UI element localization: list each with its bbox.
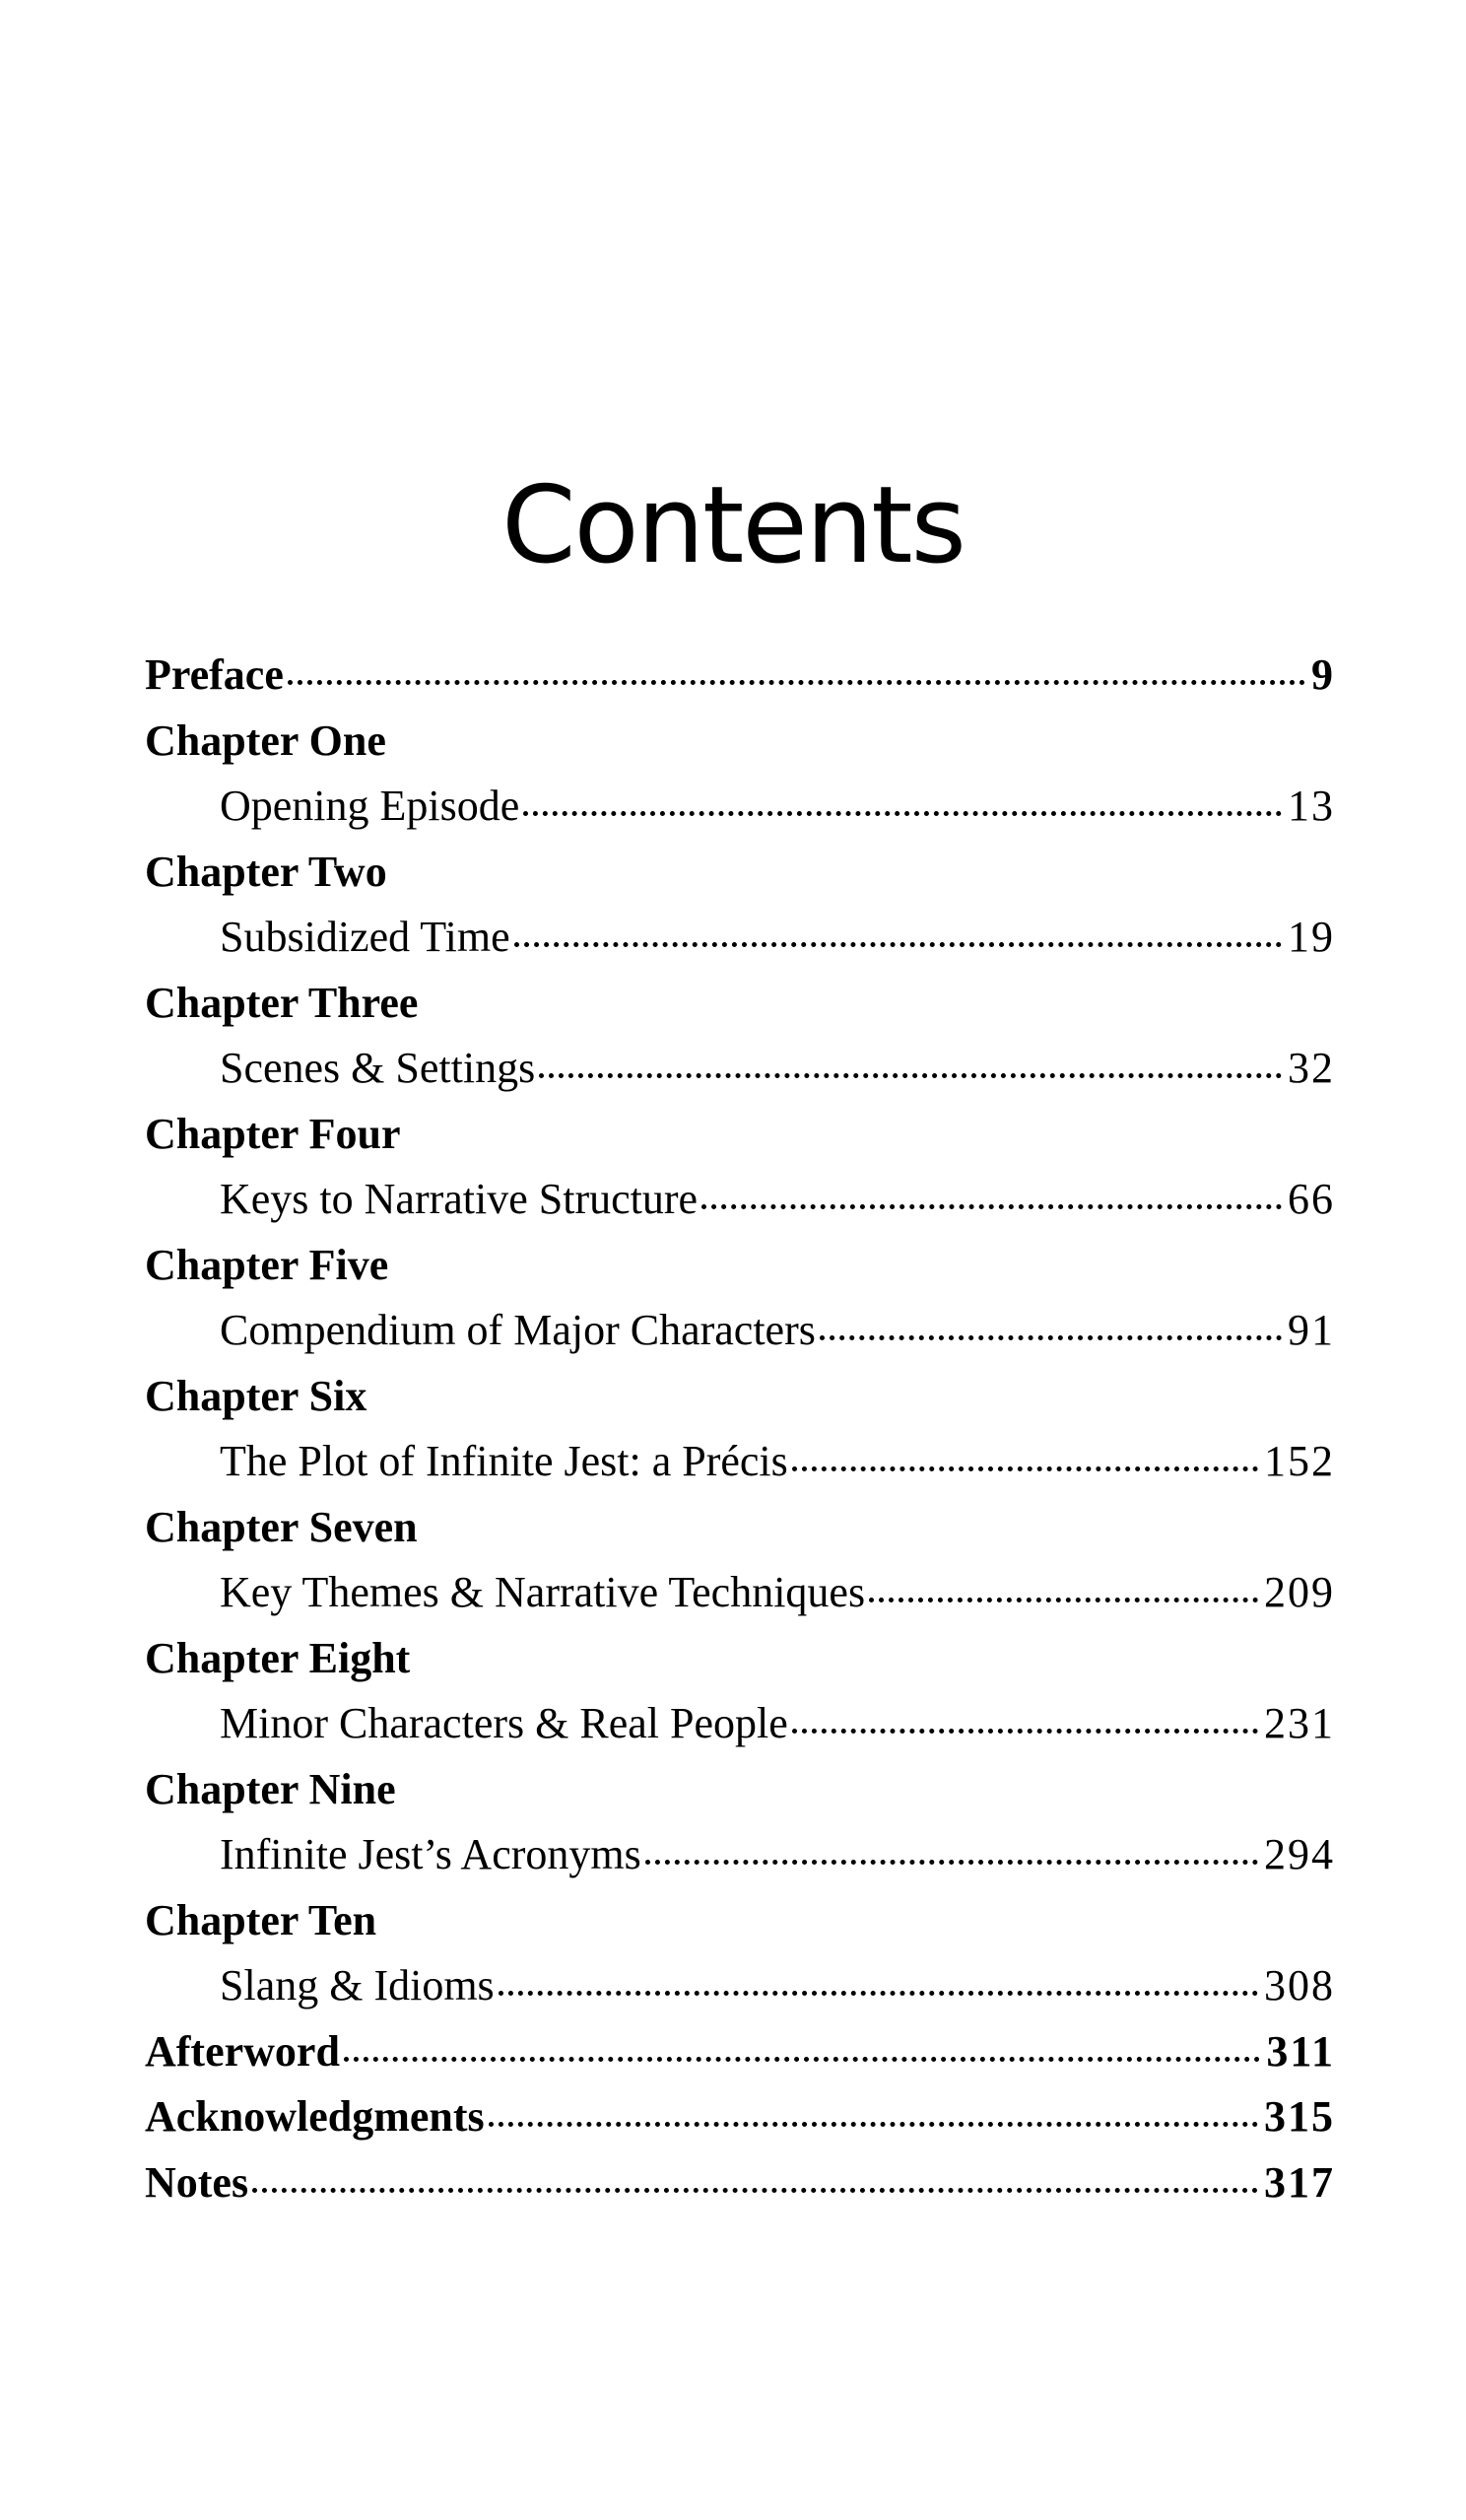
toc-chapter-heading (145, 840, 1335, 906)
toc-page-number: 231 (1264, 1699, 1335, 1747)
toc-chapter-heading (145, 1757, 1335, 1823)
toc-entry-chapter-two (145, 905, 1335, 971)
toc-page-number: 308 (1264, 1961, 1335, 2009)
chapter-heading-label: Chapter Four (145, 1109, 401, 1158)
page-title: Contents (501, 464, 965, 587)
toc-entry-label: Key Themes & Narrative Techniques (220, 1568, 866, 1616)
toc-entry-notes (145, 2150, 1335, 2216)
toc-entry-label: Subsidized Time (220, 913, 510, 961)
toc-chapter-heading (145, 709, 1335, 775)
toc-entry-label: Keys to Narrative Structure (220, 1175, 699, 1223)
dot-leader (288, 680, 1305, 685)
toc-entry-label: Scenes & Settings (220, 1044, 536, 1092)
toc-page-number: 315 (1264, 2092, 1335, 2141)
toc-entry-preface (145, 643, 1335, 709)
chapter-heading-label: Chapter Six (145, 1371, 367, 1420)
toc-page-number: 19 (1288, 913, 1335, 961)
toc-page-number: 13 (1288, 782, 1335, 830)
toc-entry-chapter-seven (145, 1560, 1335, 1626)
toc-page-number: 209 (1264, 1568, 1335, 1616)
chapter-heading-label: Chapter Two (145, 847, 387, 896)
dot-leader (514, 942, 1282, 947)
toc-entry-chapter-eight (145, 1691, 1335, 1757)
toc-entry-label: Infinite Jest’s Acronyms (220, 1830, 641, 1878)
toc-entry-label: Afterword (145, 2026, 340, 2076)
chapter-heading-label: Chapter Three (145, 978, 419, 1027)
toc-page-number: 91 (1288, 1306, 1335, 1354)
toc-page-number: 66 (1288, 1175, 1335, 1223)
toc-page-number: 32 (1288, 1044, 1335, 1092)
toc-entry-label: Minor Characters & Real People (220, 1699, 788, 1747)
toc-entry-label: Opening Episode (220, 782, 520, 830)
toc-entry-label: Preface (145, 650, 284, 699)
toc-entry-chapter-nine (145, 1822, 1335, 1888)
toc-page-number: 294 (1264, 1830, 1335, 1878)
dot-leader (820, 1335, 1282, 1340)
dot-leader (792, 1466, 1258, 1471)
toc-entry-label: Slang & Idioms (220, 1961, 495, 2009)
toc-entry-chapter-five (145, 1298, 1335, 1364)
chapter-heading-label: Chapter Ten (145, 1895, 377, 1944)
dot-leader (252, 2188, 1258, 2193)
toc-entry-label: The Plot of Infinite Jest: a Précis (220, 1437, 788, 1485)
chapter-heading-label: Chapter Seven (145, 1502, 418, 1551)
chapter-heading-label: Chapter One (145, 715, 386, 765)
dot-leader (499, 1991, 1258, 1996)
chapter-heading-label: Chapter Nine (145, 1764, 396, 1813)
toc-chapter-heading (145, 1102, 1335, 1168)
dot-leader (869, 1598, 1258, 1602)
toc-entry-label: Acknowledgments (145, 2092, 485, 2141)
toc-entry-chapter-ten (145, 1953, 1335, 2019)
dot-leader (523, 811, 1282, 816)
dot-leader (701, 1204, 1282, 1209)
toc-entry-chapter-six (145, 1429, 1335, 1495)
toc-entry-afterword (145, 2019, 1335, 2085)
toc-page-number: 311 (1266, 2026, 1335, 2076)
toc-page-number: 152 (1264, 1437, 1335, 1485)
dot-leader (344, 2057, 1261, 2062)
toc-entry-acknowledgments (145, 2084, 1335, 2150)
dot-leader (539, 1073, 1282, 1078)
dot-leader (489, 2122, 1258, 2127)
toc-page-number: 9 (1311, 650, 1335, 699)
toc-entry-chapter-four (145, 1167, 1335, 1233)
dot-leader (645, 1860, 1258, 1865)
toc-chapter-heading (145, 1888, 1335, 1954)
toc-entry-label: Notes (145, 2157, 249, 2207)
toc-chapter-heading (145, 1364, 1335, 1430)
chapter-heading-label: Chapter Five (145, 1240, 389, 1289)
toc-chapter-heading (145, 971, 1335, 1037)
toc-page-number: 317 (1264, 2157, 1335, 2207)
table-of-contents (145, 643, 1335, 2215)
toc-chapter-heading (145, 1626, 1335, 1692)
dot-leader (792, 1729, 1258, 1734)
toc-entry-chapter-one (145, 774, 1335, 840)
toc-entry-chapter-three (145, 1036, 1335, 1102)
chapter-heading-label: Chapter Eight (145, 1633, 411, 1682)
toc-chapter-heading (145, 1495, 1335, 1561)
toc-chapter-heading (145, 1233, 1335, 1299)
toc-entry-label: Compendium of Major Characters (220, 1306, 816, 1354)
